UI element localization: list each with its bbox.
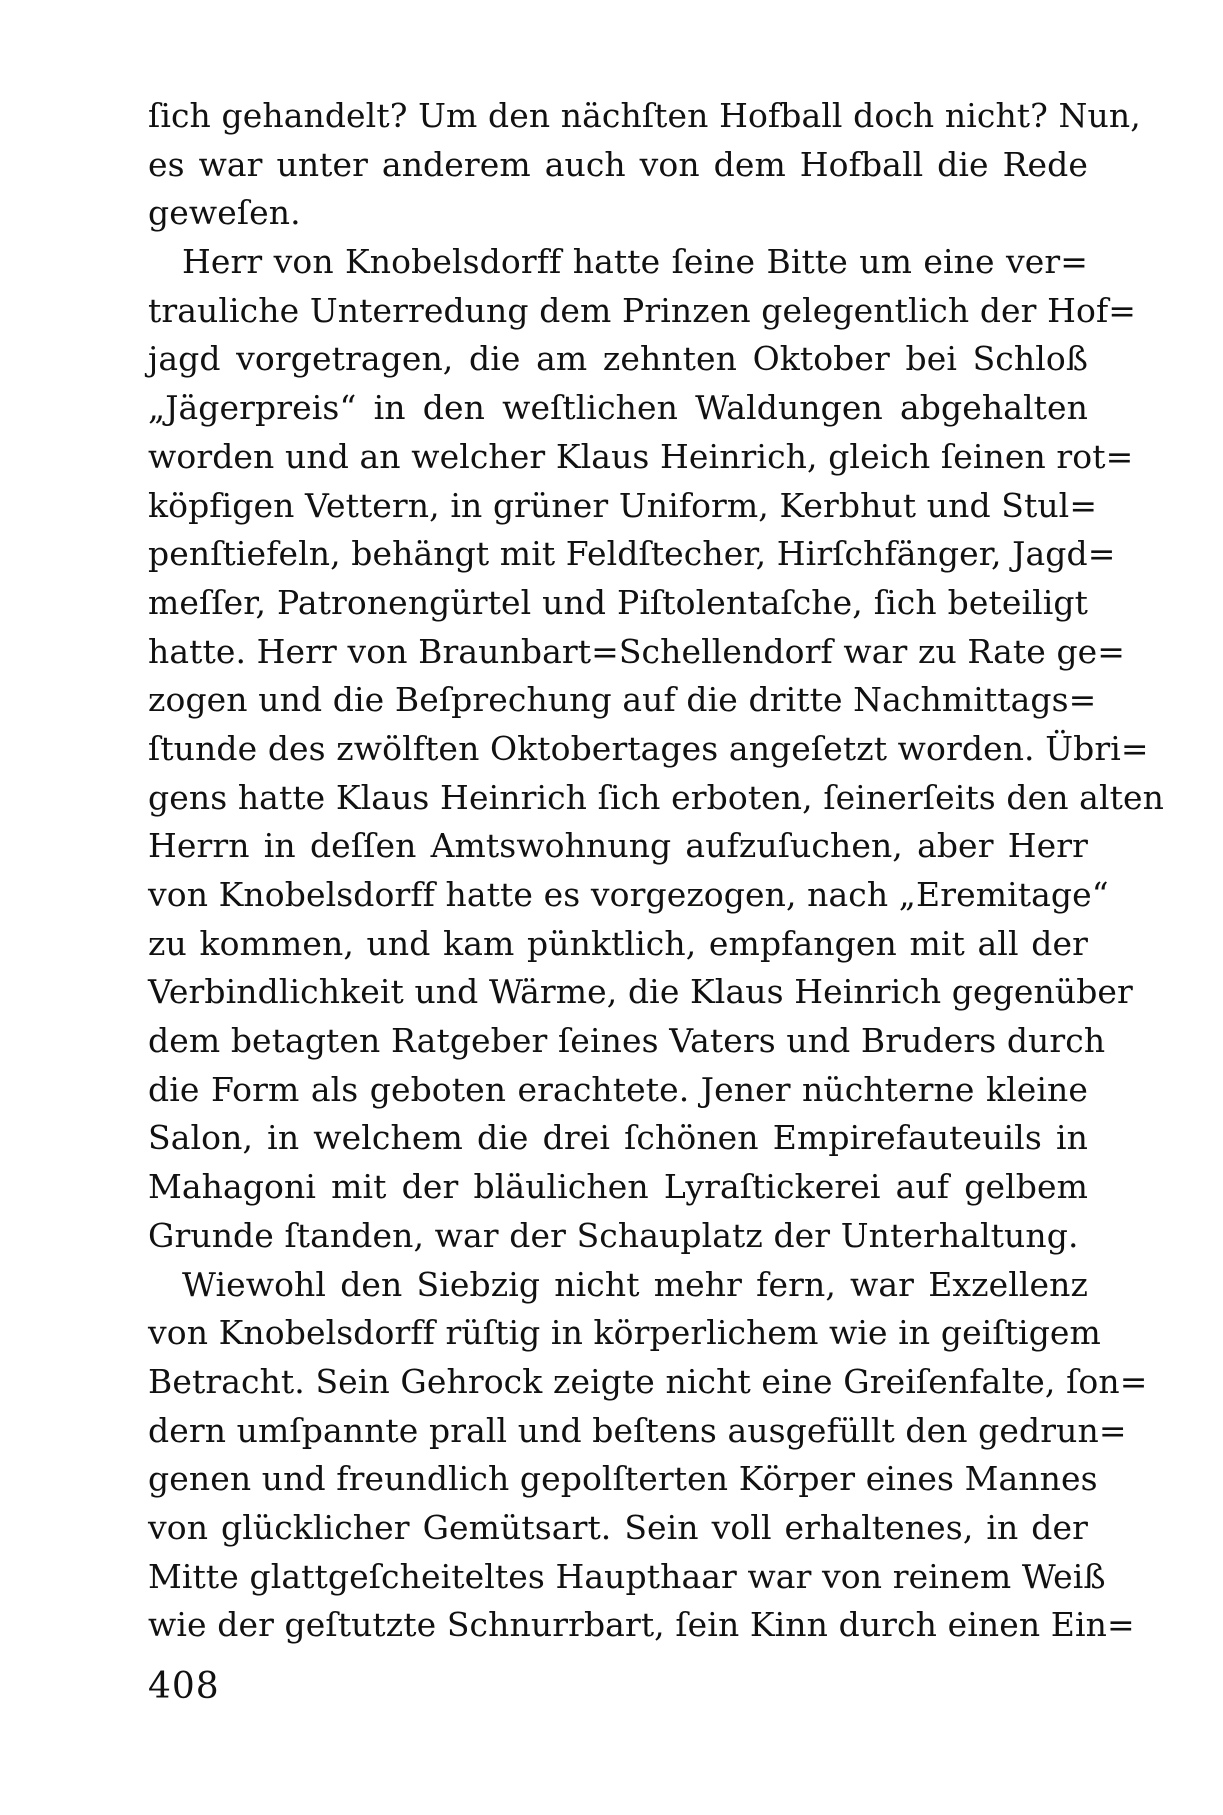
text-line: Mahagoni mit der bläulichen Lyraſtickerei auf gelbem bbox=[148, 1167, 1088, 1207]
text-line: dern umſpannte prall und beſtens ausgefüllt den gedrun= bbox=[148, 1410, 1127, 1450]
text-line: meſſer, Patronengürtel und Piſtolentaſche, ſich beteiligt bbox=[148, 582, 1088, 622]
book-page bbox=[148, 92, 1164, 1792]
text-line: ſich gehandelt? Um den nächſten Hofball doch nicht? Nun, bbox=[148, 96, 1141, 135]
text-line: jagd vorgetragen, die am zehnten Oktober bei Schloß bbox=[148, 339, 1088, 379]
text-line: Grunde ſtanden, war der Schauplatz der Unterhaltung. bbox=[148, 1215, 1079, 1255]
text-line: „Jägerpreis“ in den weſtlichen Waldungen abgehalten bbox=[148, 388, 1088, 428]
text-line: hatte. Herr von Braunbart=Schellendorf war zu Rate ge= bbox=[148, 631, 1126, 671]
text-line: geweſen. bbox=[148, 193, 301, 233]
text-line: von Knobelsdorff rüſtig in körperlichem wie in geiſtigem bbox=[148, 1313, 1101, 1353]
text-line: Salon, in welchem die drei ſchönen Empirefauteuils in bbox=[148, 1118, 1088, 1158]
text-line: penſtiefeln, behängt mit Feldſtecher, Hirſchfänger, Jagd= bbox=[148, 534, 1116, 574]
text-line: worden und an welcher Klaus Heinrich, gleich ſeinen rot= bbox=[148, 436, 1134, 476]
text-line: Herr von Knobelsdorff hatte ſeine Bitte um eine ver= bbox=[182, 242, 1088, 282]
text-line: dem betagten Ratgeber ſeines Vaters und Bruders durch bbox=[148, 1021, 1106, 1061]
text-line: gens hatte Klaus Heinrich ſich erboten, ſeinerſeits den alten bbox=[148, 777, 1164, 817]
text-line: von Knobelsdorff hatte es vorgezogen, nach „Eremitage“ bbox=[148, 875, 1109, 914]
text-line: es war unter anderem auch von dem Hofball die Rede bbox=[148, 144, 1088, 184]
page-number: 408 bbox=[148, 1666, 220, 1707]
text-line: Verbindlichkeit und Wärme, die Klaus Heinrich gegenüber bbox=[148, 972, 1133, 1012]
text-line: zogen und die Beſprechung auf die dritte Nachmittags= bbox=[148, 680, 1097, 720]
text-line: genen und freundlich gepolſterten Körper eines Mannes bbox=[148, 1459, 1098, 1499]
text-line: trauliche Unterredung dem Prinzen gelegentlich der Hof= bbox=[148, 290, 1137, 330]
body-text bbox=[148, 92, 1164, 1650]
text-line: ſtunde des zwölften Oktobertages angeſetzt worden. Übri= bbox=[148, 728, 1149, 768]
text-line: Herrn in deſſen Amtswohnung aufzuſuchen, aber Herr bbox=[148, 826, 1088, 866]
text-line: Wiewohl den Siebzig nicht mehr fern, war Exzellenz bbox=[182, 1264, 1088, 1304]
text-line: die Form als geboten erachtete. Jener nüchterne kleine bbox=[148, 1069, 1088, 1109]
text-line: von glücklicher Gemütsart. Sein voll erhaltenes, in der bbox=[148, 1507, 1088, 1547]
text-line: Betracht. Sein Gehrock zeigte nicht eine Greiſenfalte, ſon= bbox=[148, 1361, 1148, 1401]
text-line: wie der geſtutzte Schnurrbart, ſein Kinn durch einen Ein= bbox=[148, 1605, 1135, 1645]
text-line: Mitte glattgeſcheiteltes Haupthaar war von reinem Weiß bbox=[148, 1556, 1106, 1596]
text-line: zu kommen, und kam pünktlich, empfangen mit all der bbox=[148, 923, 1088, 963]
text-line: köpfigen Vettern, in grüner Uniform, Kerbhut und Stul= bbox=[148, 485, 1098, 525]
